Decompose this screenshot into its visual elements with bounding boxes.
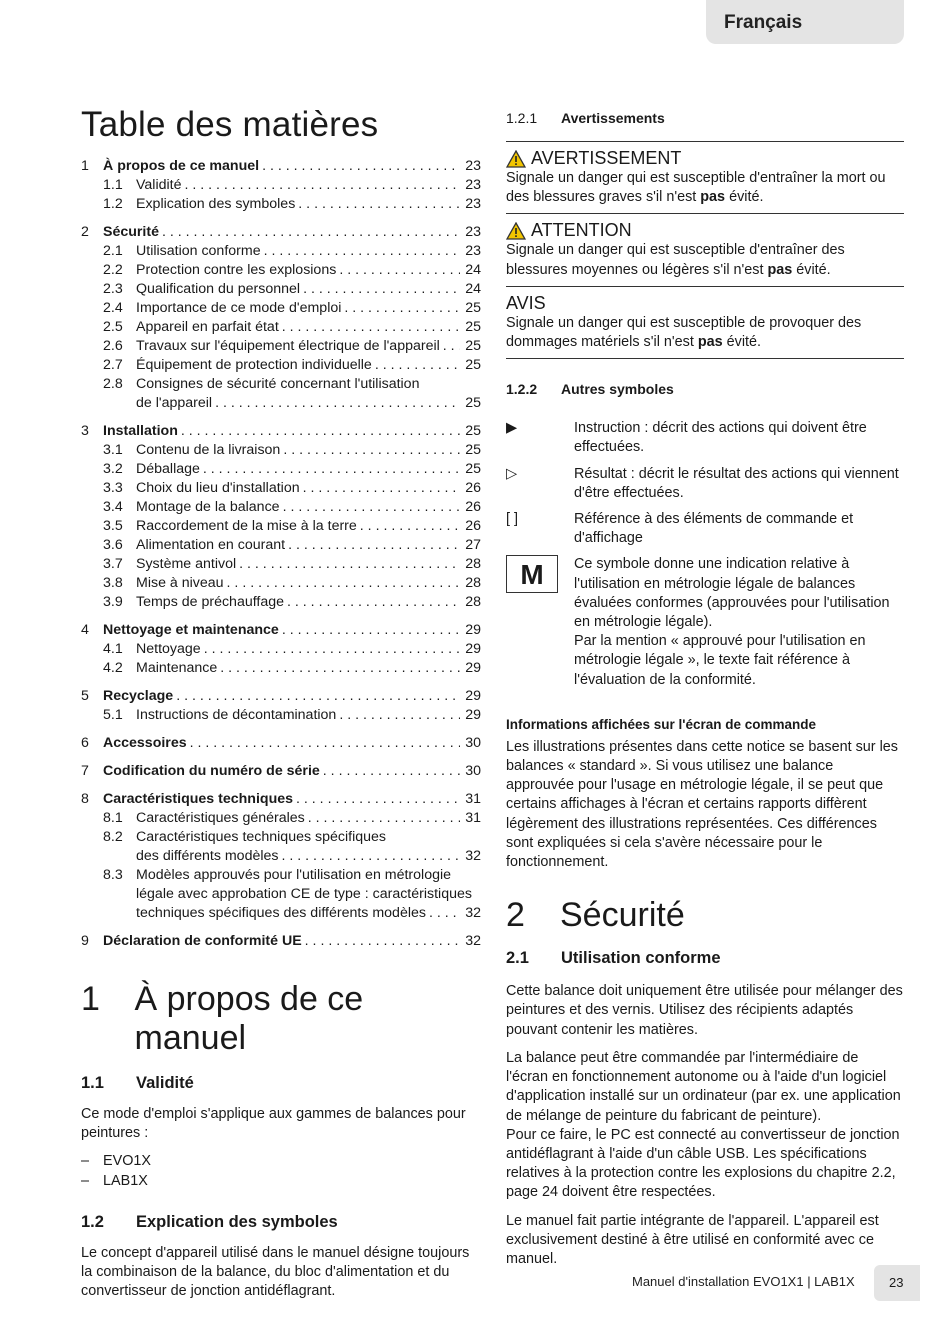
toc-subentry[interactable]	[81, 555, 481, 574]
toc-leader	[308, 809, 460, 828]
toc-number: 9	[81, 933, 89, 949]
toc-page: 25	[465, 442, 481, 458]
toc-number: 3.6	[103, 537, 123, 553]
section-title: Explication des symboles	[136, 1212, 338, 1231]
toc-chapter	[81, 734, 481, 753]
toc-title: Montage de la balance	[136, 499, 280, 515]
toc-page: 29	[465, 688, 481, 704]
toc-number: 4	[81, 622, 89, 638]
toc-title: Recyclage	[103, 688, 174, 704]
toc-leader	[282, 847, 461, 866]
toc-subentry[interactable]	[81, 498, 481, 517]
toc-page: 23	[465, 224, 481, 240]
chapter-title: À propos de ce manuel	[134, 980, 364, 1057]
toc-subentry[interactable]	[81, 479, 481, 498]
toc-page: 30	[465, 763, 481, 779]
toc-title: Nettoyage et maintenance	[103, 622, 279, 638]
paragraph: Cette balance doit uniquement être utilisée pour mélanger des peintures et des vernis. Utilisez des récipients adaptés pouvant contenir les matières.	[506, 983, 903, 1038]
toc-number: 3.8	[103, 575, 123, 591]
toc-subentry[interactable]	[81, 460, 481, 479]
toc-page: 30	[465, 735, 481, 751]
toc-title: Maintenance	[136, 660, 218, 676]
toc-number: 3.3	[103, 480, 123, 496]
toc-subentry[interactable]	[81, 176, 481, 195]
toc-page: 29	[465, 622, 481, 638]
toc-leader	[262, 157, 460, 176]
toc-leader	[283, 498, 460, 517]
toc-number: 4.1	[103, 641, 123, 657]
toc-leader	[215, 394, 460, 413]
toc-subentry-cont[interactable]	[81, 904, 481, 923]
toc-subentry[interactable]	[81, 593, 481, 612]
toc-title: Sécurité	[103, 224, 159, 240]
toc-page: 29	[465, 707, 481, 723]
toc-chapter	[81, 932, 481, 951]
toc-leader	[204, 640, 460, 659]
toc-subentry[interactable]	[81, 517, 481, 536]
toc-leader	[298, 195, 460, 214]
toc-number: 8.1	[103, 810, 123, 826]
notice-label: AVIS	[506, 292, 546, 313]
toc-title: Équipement de protection individuelle	[136, 357, 372, 373]
toc-title: techniques spécifiques des différents modèles	[136, 905, 426, 921]
notice-avis	[506, 293, 904, 352]
toc-title: Instructions de décontamination	[136, 707, 337, 723]
toc-title: Caractéristiques techniques	[103, 791, 294, 807]
toc-number: 3.9	[103, 594, 123, 610]
toc-chapter-entry[interactable]	[81, 621, 481, 640]
toc-subentry[interactable]	[81, 866, 481, 885]
page-number: 23	[889, 1275, 904, 1290]
symbols-intro-text: Le concept d'appareil utilisé dans le manuel désigne toujours la combinaison de la balance, du bloc d'alimentation et du convertisseur de jonction antidéflagrant.	[81, 1244, 470, 1300]
product-list	[81, 1152, 481, 1190]
symbol-metrology: M Ce symbole donne une indication relative à l'utilisation en métrologie légale de balances évaluées conformes (approuvées pour l'utilisation en métrologie légale). Par la mention « approuvé pour l'utilisation en métrologie légale », le texte fait référence à l'évaluation de la conformité.	[506, 555, 904, 689]
toc-leader	[203, 460, 460, 479]
result-arrow-icon: ▷	[506, 465, 518, 482]
toc-subentry[interactable]	[81, 574, 481, 593]
toc-subentry[interactable]	[81, 195, 481, 214]
toc-page: 25	[465, 395, 481, 411]
toc-page: 25	[465, 338, 481, 354]
toc-page: 32	[465, 933, 481, 949]
toc-leader	[443, 337, 460, 356]
toc-title: des différents modèles	[136, 848, 279, 864]
warning-label: AVERTISSEMENT	[531, 148, 682, 168]
screen-info-text: Les illustrations présentes dans cette notice se basent sur les balances « standard ». Si vous utilisez une balance approuvée pour l'usage en métrologie légale, il se peut que certains affichages à l'écran et certains rapports diffèrent légèrement des illustrations représentées. Ces différences sont expliquées si cela s'avère nécessaire pour le fonctionnement.	[506, 738, 898, 871]
toc-subentry[interactable]	[81, 318, 481, 337]
section-1-1-heading	[81, 1074, 481, 1093]
toc-page: 24	[465, 281, 481, 297]
language-tab	[706, 0, 904, 44]
toc-page: 31	[465, 791, 481, 807]
section-number: 1.2	[81, 1212, 104, 1231]
warning-triangle-icon	[506, 150, 526, 168]
symbol-reference: [ ] Référence à des éléments de commande et d'affichage	[506, 510, 904, 548]
chapter-1-heading	[81, 980, 481, 1058]
toc-leader	[288, 536, 460, 555]
toc-leader	[239, 555, 460, 574]
subsection-1-2-2-heading: 1.2.2 Autres symboles	[506, 381, 674, 398]
toc-number: 5.1	[103, 707, 123, 723]
paragraph: Pour ce faire, le PC est connecté au convertisseur de jonction antidéflagrant à l'aide d'un câble USB. Les spécifications relatives à la protection contre les explosions du chapitre 2.2, page 24 doivent être respectées.	[506, 1126, 900, 1201]
toc-number: 4.2	[103, 660, 123, 676]
toc-title: Validité	[136, 177, 182, 193]
toc-subentry-cont[interactable]	[81, 885, 481, 904]
toc-leader	[303, 280, 460, 299]
toc-title: Raccordement de la mise à la terre	[136, 518, 357, 534]
toc-leader	[296, 790, 460, 809]
warning-text: Signale un danger qui est susceptible d'entraîner des blessures moyennes ou légères s'il n'est pas évité.	[506, 242, 845, 278]
warning-label: ATTENTION	[531, 220, 632, 241]
warning-attention	[506, 220, 904, 279]
toc-number: 8.2	[103, 829, 123, 845]
toc-leader	[264, 242, 460, 261]
toc-number: 2.8	[103, 376, 123, 392]
symbol-instruction: ▶ Instruction : décrit des actions qui doivent être effectuées.	[506, 419, 904, 457]
list-item: – EVO1X	[81, 1153, 151, 1170]
toc-leader	[283, 441, 460, 460]
toc-page: 29	[465, 660, 481, 676]
toc-leader	[227, 574, 460, 593]
toc-leader	[162, 223, 460, 242]
toc-page: 29	[465, 641, 481, 657]
toc-title: À propos de ce manuel	[103, 158, 260, 174]
toc-title: Système antivol	[136, 556, 237, 572]
toc-number: 1.2	[103, 196, 123, 212]
toc-leader	[184, 176, 460, 195]
toc-page: 28	[465, 594, 481, 610]
toc-number: 3.2	[103, 461, 123, 477]
toc-number: 3.1	[103, 442, 123, 458]
toc-chapter-entry[interactable]	[81, 790, 481, 809]
warning-text: Signale un danger qui est susceptible d'entraîner la mort ou des blessures graves s'il n'est pas évité.	[506, 170, 886, 206]
toc-subentry[interactable]	[81, 356, 481, 375]
toc-number: 2.1	[103, 243, 123, 259]
toc-number: 8.3	[103, 867, 123, 883]
toc-title: Protection contre les explosions	[136, 262, 337, 278]
toc-leader	[375, 356, 460, 375]
toc-title: Installation	[103, 423, 178, 439]
toc-title: Caractéristiques techniques spécifiques	[136, 829, 386, 845]
toc-number: 6	[81, 735, 89, 751]
toc-number: 1.1	[103, 177, 123, 193]
toc-subentry[interactable]	[81, 337, 481, 356]
language-label: Français	[724, 12, 803, 33]
toc-subentry[interactable]	[81, 375, 481, 394]
toc-page: 28	[465, 575, 481, 591]
toc-chapter-entry[interactable]	[81, 687, 481, 706]
validity-text: Ce mode d'emploi s'applique aux gammes de balances pour peintures :	[81, 1106, 466, 1142]
toc-title: Temps de préchauffage	[136, 594, 285, 610]
toc-chapter	[81, 790, 481, 923]
toc-title: Utilisation conforme	[136, 243, 261, 259]
toc-leader	[190, 734, 460, 753]
toc-leader	[287, 593, 460, 612]
paragraph: La balance peut être commandée par l'intermédiaire de l'écran en fonctionnement autonome ou à l'aide d'un logiciel d'application installé sur un ordinateur (par ex. une application de mélange de peinture du fabricant de peinture).	[506, 1049, 901, 1124]
toc-title: Qualification du personnel	[136, 281, 301, 297]
toc-leader	[429, 904, 460, 923]
chapter-2-heading: 2 Sécurité	[506, 896, 685, 935]
toc-number: 3	[81, 423, 89, 439]
toc-number: 3.7	[103, 556, 123, 572]
section-2-1-heading: 2.1 Utilisation conforme	[506, 949, 721, 968]
page-number-tab	[874, 1265, 920, 1301]
toc-title: Importance de ce mode d'emploi	[136, 300, 342, 316]
screen-info-heading: Informations affichées sur l'écran de commande	[506, 716, 817, 732]
warning-avertissement	[506, 148, 904, 207]
section-number: 1.1	[81, 1074, 104, 1092]
brackets-icon: [ ]	[506, 511, 518, 528]
toc-page: 23	[465, 196, 481, 212]
toc-chapter	[81, 687, 481, 725]
toc-leader	[181, 422, 460, 441]
toc-page: 25	[465, 319, 481, 335]
toc-leader	[220, 659, 460, 678]
left-column	[81, 100, 481, 1301]
toc-chapter-entry[interactable]	[81, 157, 481, 176]
toc-subentry[interactable]	[81, 299, 481, 318]
toc-number: 2.7	[103, 357, 123, 373]
toc-number: 2.2	[103, 262, 123, 278]
toc-page: 26	[465, 518, 481, 534]
toc-chapter-entry[interactable]	[81, 734, 481, 753]
play-icon: ▶	[506, 420, 518, 437]
toc-chapter-entry[interactable]	[81, 422, 481, 441]
toc-number: 7	[81, 763, 89, 779]
footer-text: Manuel d'installation EVO1X1 | LAB1X	[632, 1274, 855, 1289]
toc-page: 25	[465, 461, 481, 477]
toc-subentry[interactable]	[81, 242, 481, 261]
toc-page: 32	[465, 848, 481, 864]
toc-leader	[323, 762, 460, 781]
toc-chapter	[81, 157, 481, 214]
toc-page: 23	[465, 158, 481, 174]
toc-title: Nettoyage	[136, 641, 201, 657]
chapter-number: 1	[81, 980, 100, 1018]
toc-leader	[305, 932, 460, 951]
toc-page: 24	[465, 262, 481, 278]
toc-leader	[282, 318, 460, 337]
toc-page: 23	[465, 243, 481, 259]
toc-page: 23	[465, 177, 481, 193]
subsection-1-2-1-heading: 1.2.1 Avertissements	[506, 110, 665, 126]
toc-number: 8	[81, 791, 89, 807]
toc-number: 2.6	[103, 338, 123, 354]
toc-title: Codification du numéro de série	[103, 763, 320, 779]
toc-leader	[176, 687, 460, 706]
toc-subentry[interactable]	[81, 809, 481, 828]
metrology-m-icon: M	[506, 555, 558, 593]
toc-title: de l'appareil	[136, 395, 213, 411]
toc-number: 2	[81, 224, 89, 240]
toc-number: 2.4	[103, 300, 123, 316]
toc-number: 3.4	[103, 499, 123, 515]
toc-title: Consignes de sécurité concernant l'utilisation	[136, 376, 420, 392]
toc-title: Mise à niveau	[136, 575, 224, 591]
toc-title: légale avec approbation CE de type : caractéristiques	[136, 886, 472, 902]
toc-chapter	[81, 223, 481, 413]
toc-title: Déballage	[136, 461, 200, 477]
toc-subentry[interactable]	[81, 536, 481, 555]
toc-title: Choix du lieu d'installation	[136, 480, 300, 496]
toc-page: 32	[465, 905, 481, 921]
toc-number: 2.5	[103, 319, 123, 335]
toc-page: 25	[465, 423, 481, 439]
toc-chapter	[81, 762, 481, 781]
toc-chapter-entry[interactable]	[81, 932, 481, 951]
section-title: Validité	[136, 1074, 194, 1092]
toc-subentry[interactable]	[81, 706, 481, 725]
toc-leader	[339, 261, 460, 280]
toc-subentry[interactable]	[81, 828, 481, 847]
toc-page: 26	[465, 480, 481, 496]
toc-page: 31	[465, 810, 481, 826]
toc-leader	[339, 706, 460, 725]
toc-leader	[282, 621, 460, 640]
toc-number: 2.3	[103, 281, 123, 297]
toc-subentry-cont[interactable]	[81, 394, 481, 413]
notice-text: Signale un danger qui est susceptible de provoquer des dommages matériels s'il n'est pas évité.	[506, 314, 862, 351]
toc-number: 1	[81, 158, 89, 174]
toc-page: 25	[465, 300, 481, 316]
toc-subentry[interactable]	[81, 659, 481, 678]
toc-title: Appareil en parfait état	[136, 319, 279, 335]
toc-page: 27	[465, 537, 481, 553]
toc-subentry-cont[interactable]	[81, 847, 481, 866]
toc-title: Caractéristiques générales	[136, 810, 305, 826]
toc-leader	[344, 299, 460, 318]
toc-number: 5	[81, 688, 89, 704]
toc-title: Table des matières	[81, 105, 379, 144]
toc-page: 28	[465, 556, 481, 572]
toc-title: Explication des symboles	[136, 196, 296, 212]
toc-title: Alimentation en courant	[136, 537, 286, 553]
warning-triangle-icon	[506, 222, 526, 240]
table-of-contents	[81, 157, 481, 951]
symbol-result: ▷ Résultat : décrit le résultat des actions qui viennent d'être effectuées.	[506, 465, 904, 503]
toc-subentry[interactable]	[81, 280, 481, 299]
toc-leader	[303, 479, 460, 498]
toc-subentry[interactable]	[81, 640, 481, 659]
toc-chapter-entry[interactable]	[81, 762, 481, 781]
paragraph: Le manuel fait partie intégrante de l'appareil. L'appareil est exclusivement destiné à être utilisé en conformité avec ce manuel.	[506, 1212, 879, 1267]
toc-title: Déclaration de conformité UE	[103, 933, 302, 949]
toc-title: Modèles approuvés pour l'utilisation en métrologie	[136, 867, 452, 883]
toc-number: 3.5	[103, 518, 123, 534]
toc-title: Accessoires	[103, 735, 187, 751]
toc-leader	[360, 517, 460, 536]
toc-chapter	[81, 621, 481, 678]
toc-subentry[interactable]	[81, 261, 481, 280]
right-column	[506, 100, 904, 1269]
toc-title: Contenu de la livraison	[136, 442, 281, 458]
section-1-2-heading	[81, 1213, 481, 1232]
toc-page: 26	[465, 499, 481, 515]
toc-title: Travaux sur l'équipement électrique de l'appareil	[136, 338, 440, 354]
toc-chapter	[81, 422, 481, 612]
toc-page: 25	[465, 357, 481, 373]
toc-chapter-entry[interactable]	[81, 223, 481, 242]
toc-subentry[interactable]	[81, 441, 481, 460]
list-item: – LAB1X	[81, 1172, 148, 1189]
